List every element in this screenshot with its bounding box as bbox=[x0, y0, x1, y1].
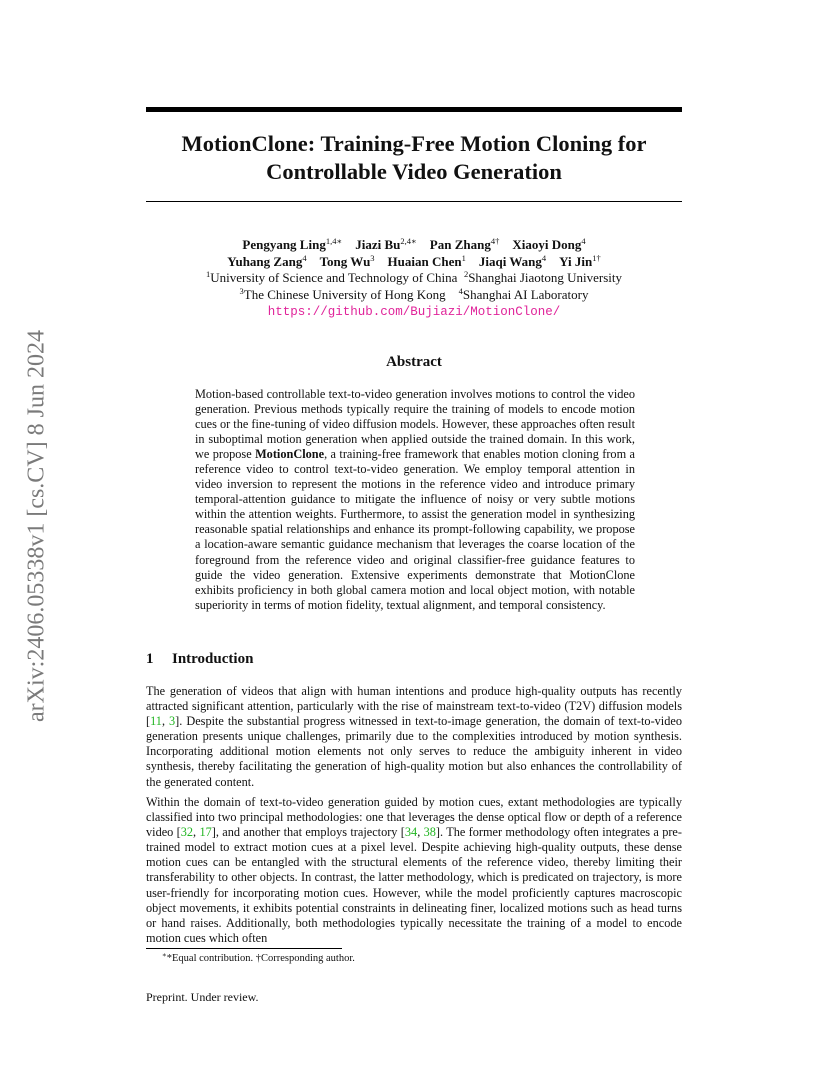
footnote-rule bbox=[146, 948, 342, 949]
section-number: 1 bbox=[146, 651, 154, 667]
citation-link[interactable]: 38 bbox=[423, 825, 436, 840]
intro-paragraph-2 bbox=[146, 795, 682, 946]
author-name: Pengyang Ling bbox=[242, 237, 326, 252]
author-affiliation-mark: 1,4∗ bbox=[325, 236, 343, 246]
affiliation-name: University of Science and Technology of China bbox=[210, 270, 458, 285]
citation-link[interactable]: 11 bbox=[150, 714, 162, 729]
paragraph-text: ]. The former methodology often integrates a pre-trained model to extract motion cues at a pixel level. Despite achieving high-quality outputs, these dense motion cues can be entangled with the structural elements of the reference video, thereby limiting their transferability to other objects. In contrast, the latter methodology, which is predicated on trajectory, is more user-friendly for incorporating motion cues. However, while the model proficiently captures macroscopic object movements, it exhibits potential constraints in delineating finer, localized motions such as head turns or hand raises. Additionally, both methodologies typically necessitate the training of a model to encode motion cues which often bbox=[146, 825, 682, 945]
author-affiliation-mark: 4† bbox=[490, 236, 500, 246]
affiliation-name: The Chinese University of Hong Kong bbox=[243, 286, 446, 302]
citation-link[interactable]: 17 bbox=[199, 825, 212, 840]
paragraph-text: ]. Despite the substantial progress witnessed in text-to-image generation, the domain of text-to-video generation presents unique challenges, primarily due to the complexities introduced by motion synthesis. Incorporating additional motion elements not only serves to reduce the ambiguity inherent in video synthesis, thereby facilitating the generation of high-quality motion but also enhances the controllability of the generated content. bbox=[146, 714, 682, 789]
preprint-notice: Preprint. Under review. bbox=[146, 990, 259, 1004]
affiliation-name: Shanghai AI Laboratory bbox=[462, 286, 589, 302]
section-title: Introduction bbox=[172, 651, 254, 667]
abstract-text-part-1: Motion-based controllable text-to-video generation involves motions to control the video generation. Previous methods typically require the training of models to encode motion cues or the fine-tuning of video diffusion models. However, these approaches often result in suboptimal motion generation when applied outside the trained domain. In this work, we propose bbox=[195, 387, 635, 462]
author-name: Xiaoyi Dong bbox=[512, 237, 582, 252]
url-row bbox=[146, 303, 682, 321]
author-name: Yuhang Zang bbox=[227, 253, 303, 269]
citation-separator: , bbox=[193, 825, 200, 840]
author-name: Pan Zhang bbox=[429, 237, 491, 252]
author-block bbox=[146, 237, 682, 321]
project-url-link[interactable]: https://github.com/Bujiazi/MotionClone/ bbox=[267, 305, 561, 319]
section-heading bbox=[146, 651, 253, 668]
author-affiliation-mark: 4 bbox=[581, 236, 586, 246]
title-bottom-rule bbox=[146, 201, 682, 202]
author-affiliation-mark: 1† bbox=[592, 252, 601, 263]
author-name: Jiaqi Wang bbox=[478, 253, 542, 269]
affiliation-mark: 1 bbox=[205, 269, 211, 279]
footnote-text: *Equal contribution. †Corresponding author. bbox=[166, 953, 355, 964]
affiliation-mark: 2 bbox=[463, 269, 469, 279]
paragraph-text: ], and another that employs trajectory [ bbox=[211, 825, 405, 840]
citation-separator: , bbox=[417, 825, 424, 840]
affiliation-row-2 bbox=[146, 287, 682, 304]
citation-link[interactable]: 3 bbox=[169, 714, 176, 729]
author-name: Tong Wu bbox=[319, 253, 371, 269]
title-line-1: MotionClone: Training-Free Motion Cloning for bbox=[181, 131, 647, 156]
author-affiliation-mark: 4 bbox=[302, 252, 307, 263]
author-affiliation-mark: 3 bbox=[370, 252, 375, 263]
author-name: Jiazi Bu bbox=[355, 237, 401, 252]
title-line-2: Controllable Video Generation bbox=[266, 159, 562, 184]
author-name: Huaian Chen bbox=[387, 253, 462, 269]
title-top-rule bbox=[146, 107, 682, 112]
affiliation-mark: 3 bbox=[239, 285, 244, 296]
affiliation-row-1 bbox=[146, 270, 682, 287]
author-affiliation-mark: 2,4∗ bbox=[400, 236, 417, 246]
arxiv-identifier-stamp bbox=[17, 297, 57, 755]
citation-link[interactable]: 34 bbox=[404, 825, 418, 840]
citation-separator: , bbox=[161, 714, 170, 729]
abstract-text-part-2: , a training-free framework that enables motion cloning from a reference video to control text-to-video generation. We employ temporal attention in video inversion to represent the motions in the reference video and introduce primary temporal-attention guidance to mitigate the influence of noisy or very subtle motions within the attention weights. Furthermore, to assist the generation model in synthesizing reasonable spatial relationships and enhance its prompt-following capability, we propose a location-aware semantic guidance mechanism that leverages the coarse location of the foreground from the reference video and original classifier-free guidance features to guide the video generation. Extensive experiments demonstrate that MotionClone exhibits proficiency in both global camera motion and local object motion, with notable superiority in terms of motion fidelity, textual alignment, and temporal consistency. bbox=[195, 447, 635, 612]
affiliation-mark: 4 bbox=[458, 285, 463, 296]
author-affiliation-mark: 4 bbox=[541, 252, 547, 263]
paragraph-text: The generation of videos that align with human intentions and produce high-quality outputs has recently attracted significant attention, particularly with the rise of mainstream text-to-video (T2V) diffusion models [ bbox=[146, 684, 682, 729]
footnote-mark: ∗ bbox=[162, 951, 167, 959]
abstract-heading: Abstract bbox=[386, 354, 442, 370]
affiliation-name: Shanghai Jiaotong University bbox=[468, 270, 623, 285]
paper-title bbox=[146, 130, 682, 186]
author-row-2 bbox=[146, 254, 682, 271]
author-name: Yi Jin bbox=[559, 253, 593, 269]
arxiv-identifier-text: arXiv:2406.05338v1 [cs.CV] 8 Jun 2024 bbox=[23, 330, 50, 722]
author-row-1 bbox=[146, 237, 682, 254]
intro-paragraph-1 bbox=[146, 684, 682, 790]
author-affiliation-mark: 1 bbox=[461, 252, 466, 263]
citation-link[interactable]: 32 bbox=[180, 825, 194, 840]
abstract-body bbox=[195, 387, 635, 613]
footnote bbox=[162, 953, 355, 964]
paragraph-text: Within the domain of text-to-video generation guided by motion cues, extant methodologies are typically classified into two principal methodologies: one that leverages the dense optical flow or depth of a reference video [ bbox=[146, 795, 682, 840]
abstract-method-name: MotionClone bbox=[255, 447, 325, 462]
